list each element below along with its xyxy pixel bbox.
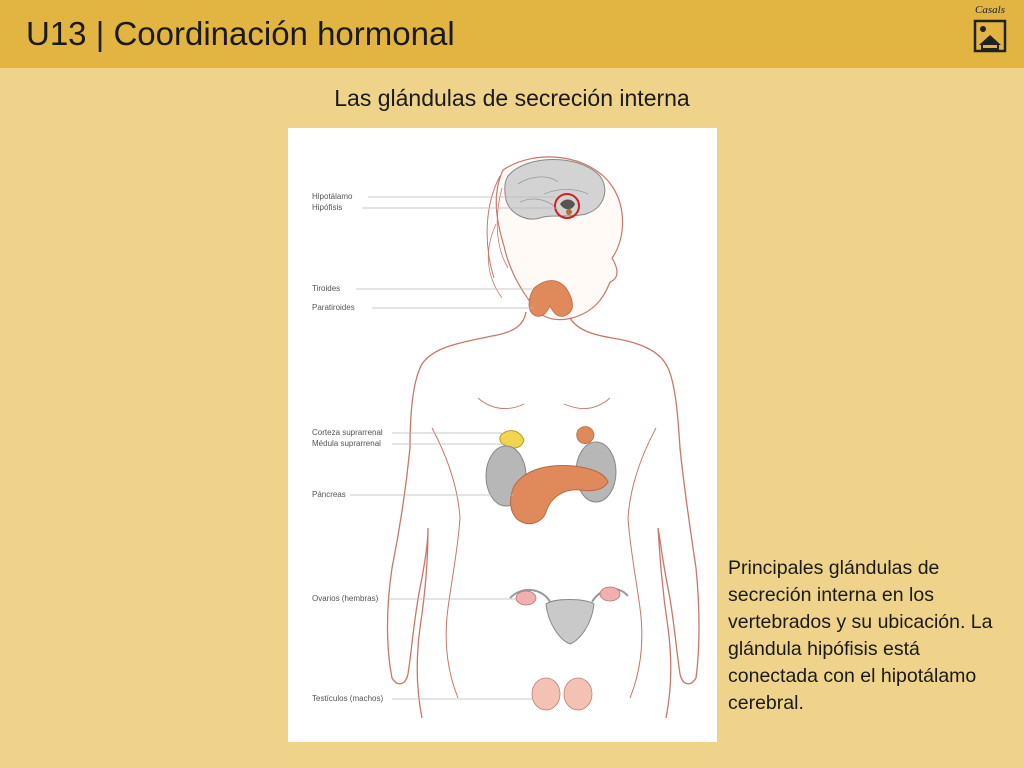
endocrine-glands-figure bbox=[288, 128, 717, 742]
casals-logo bbox=[966, 4, 1014, 62]
label-ovarios: Ovarios (hembras) bbox=[312, 594, 379, 603]
label-hipotalamo: Hipotálamo bbox=[312, 192, 353, 201]
label-pancreas: Páncreas bbox=[312, 490, 346, 499]
slide-subtitle: Las glándulas de secreción interna bbox=[334, 85, 690, 111]
label-paratiroides: Paratiroides bbox=[312, 303, 355, 312]
slide-header bbox=[0, 0, 1024, 68]
label-hipofisis: Hipófisis bbox=[312, 203, 343, 212]
label-medula-suprarrenal: Médula suprarrenal bbox=[312, 439, 381, 448]
label-testiculos: Testículos (machos) bbox=[312, 694, 384, 703]
casals-logo-text: Casals bbox=[975, 4, 1005, 16]
label-corteza-suprarrenal: Corteza suprarrenal bbox=[312, 428, 383, 437]
label-tiroides: Tiroides bbox=[312, 284, 341, 293]
house-icon bbox=[972, 18, 1008, 54]
figure-caption: Principales glándulas de secreción interna en los vertebrados y su ubicación. La glándula hipófisis está conectada con el hipotálamo cerebral. bbox=[728, 557, 993, 714]
slide-title: U13 | Coordinación hormonal bbox=[26, 15, 455, 52]
